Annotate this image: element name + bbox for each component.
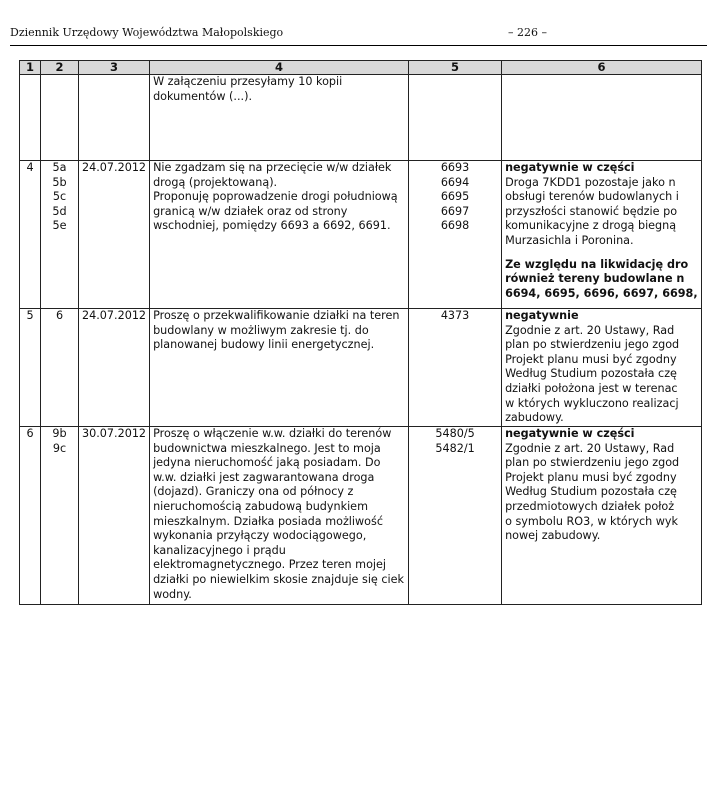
cell-lp bbox=[20, 75, 41, 161]
cell-date: 24.07.2012 bbox=[79, 161, 150, 309]
cell-plots bbox=[409, 75, 502, 161]
column-header: 2 bbox=[41, 61, 79, 75]
cell-text: Proszę o włączenie w.w. działki do terenów budownictwa mieszkalnego. Jest to moja jedyna nieruchomość jaką posiadam. Do w.w. działki jest zagwarantowana droga (dojazd). Graniczy ona od północy z nieruchomością zabudową budynkiem mieszkalnym. Działka posiada możliwość wykonania przyłączy wodociągowego, kanalizacyjnego i prądu elektromagnetycznego. Przez teren mojej działki po niewielkim skosie znajduje się ciek wodny. bbox=[150, 427, 409, 605]
column-header: 6 bbox=[502, 61, 702, 75]
cell-ids bbox=[41, 75, 79, 161]
column-header-row bbox=[20, 61, 702, 75]
cell-lp: 5 bbox=[20, 309, 41, 427]
page-number: – 226 – bbox=[508, 26, 547, 39]
cell-ids: 9b 9c bbox=[41, 427, 79, 605]
cell-plots: 5480/5 5482/1 bbox=[409, 427, 502, 605]
cell-ids: 5a 5b 5c 5d 5e bbox=[41, 161, 79, 309]
table-row bbox=[20, 427, 702, 605]
cell-resolution: negatywnie Zgodnie z art. 20 Ustawy, Rad plan po stwierdzeniu jego zgod Projekt planu musi być zgodny Według Studium pozostała czę działki położona jest w terenac w których wykluczono realizacj zabudowy. bbox=[502, 309, 702, 427]
column-header: 4 bbox=[150, 61, 409, 75]
cell-resolution bbox=[502, 75, 702, 161]
cell-date: 24.07.2012 bbox=[79, 309, 150, 427]
cell-plots: 6693 6694 6695 6697 6698 bbox=[409, 161, 502, 309]
cell-date: 30.07.2012 bbox=[79, 427, 150, 605]
cell-text: Proszę o przekwalifikowanie działki na teren budowlany w możliwym zakresie tj. do planowanej budowy linii energetycznej. bbox=[150, 309, 409, 427]
column-header: 3 bbox=[79, 61, 150, 75]
table-row bbox=[20, 75, 702, 161]
cell-lp: 4 bbox=[20, 161, 41, 309]
header-rule bbox=[10, 45, 707, 46]
cell-text: W załączeniu przesyłamy 10 kopii dokumentów (...). bbox=[150, 75, 409, 161]
cell-text: Nie zgadzam się na przecięcie w/w działek drogą (projektowaną). Proponuję poprowadzenie drogi południową granicą w/w działek oraz od strony wschodniej, pomiędzy 6693 a 6692, 6691. bbox=[150, 161, 409, 309]
cell-ids: 6 bbox=[41, 309, 79, 427]
page-header bbox=[10, 26, 707, 44]
column-header: 5 bbox=[409, 61, 502, 75]
cell-resolution: negatywnie w części Droga 7KDD1 pozostaje jako n obsługi terenów budowlanych i przyszłości stanowić będzie po komunikacyjne z drogą biegną Murzasichla i Poronina. Ze względu na likwidację dro również tereny budowlane n 6694, 6695, 6696, 6697, 6698, bbox=[502, 161, 702, 309]
cell-resolution: negatywnie w części Zgodnie z art. 20 Ustawy, Rad plan po stwierdzeniu jego zgod Projekt planu musi być zgodny Według Studium pozostała czę przedmiotowych działek położ o symbolu RO3, w których wyk nowej zabudowy. bbox=[502, 427, 702, 605]
table-row bbox=[20, 309, 702, 427]
table-row bbox=[20, 161, 702, 309]
cell-plots: 4373 bbox=[409, 309, 502, 427]
submissions-table bbox=[19, 60, 702, 605]
cell-lp: 6 bbox=[20, 427, 41, 605]
column-header: 1 bbox=[20, 61, 41, 75]
cell-date bbox=[79, 75, 150, 161]
publication-title: Dziennik Urzędowy Województwa Małopolskiego bbox=[10, 26, 284, 39]
